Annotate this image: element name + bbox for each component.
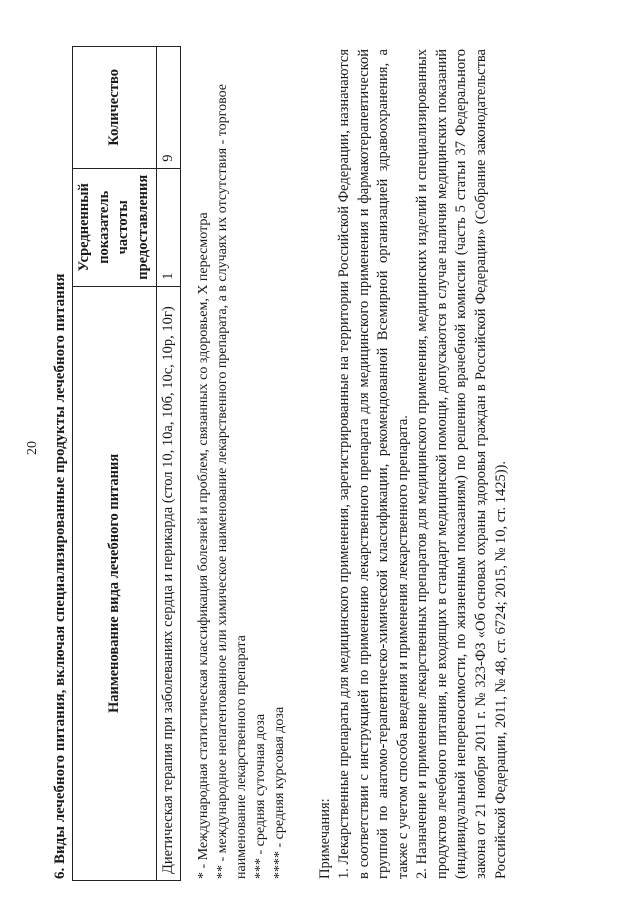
cell-avg: 1 xyxy=(156,168,181,286)
cell-name: Диетическая терапия при заболеваниях сердца и перикарда (стол 10, 10а, 10б, 10с, 10р, 10г) xyxy=(156,286,181,880)
header-avg-frequency: Усредненный показатель частоты предоставления xyxy=(73,168,156,286)
header-quantity: Количество xyxy=(73,47,156,169)
notes-heading: Примечания: xyxy=(316,798,333,879)
footnote-2: ** - международное непатентованное или химическое наименование лекарственного препарата, а в случаях их отсутствия - торговое наименование лекарственного препарата xyxy=(214,84,249,879)
note-1: 1. Лекарственные препараты для медицинского применения, зарегистрированные на территории Российской Федерации, назначаются в соответствии с инструкцией по применению лекарственного препарата для медицинского применения и фармакотерапевтической группой по анатомо-терапевтическо-химической классификации, рекомендованной Всемирной организацией здравоохранения, а также с учетом способа введения и применения лекарственного препарата. xyxy=(336,49,411,879)
header-name: Наименование вида лечебного питания xyxy=(73,286,156,880)
note-2: 2. Назначение и применение лекарственных препаратов для медицинского применения, медицинских изделий и специализированных продуктов лечебного питания, не входящих в стандарт медицинской помощи, допускаются в случае наличия медицинских показаний (индивидуальной непереносимости, по жизненным показаниям) по решению врачебной комиссии (часть 5 статьи 37 Федерального закона от 21 ноября 2011 г. № 323-ФЗ «Об основах охраны здоровья граждан в Российской Федерации» (Собрание законодательства Российской Федерации, 2011, № 48, ст. 6724; 2015, № 10, ст. 1425)). xyxy=(414,49,509,879)
footnote-4: **** - средняя курсовая доза xyxy=(271,706,287,879)
medical-nutrition-table xyxy=(72,46,181,881)
section-title: 6. Виды лечебного питания, включая специализированные продукты лечебного питания xyxy=(52,273,68,879)
footnote-1: * - Международная статистическая классификация болезней и проблем, связанных со здоровьем, X пересмотра xyxy=(196,212,212,879)
footnote-3: *** - средняя суточная доза xyxy=(252,713,268,879)
page-number: 20 xyxy=(25,441,40,455)
footnotes xyxy=(195,20,289,879)
cell-qty: 9 xyxy=(156,47,181,169)
notes xyxy=(316,49,512,879)
rotated-document-content xyxy=(50,20,590,885)
table-header-row xyxy=(73,47,156,881)
table-row xyxy=(156,47,181,881)
